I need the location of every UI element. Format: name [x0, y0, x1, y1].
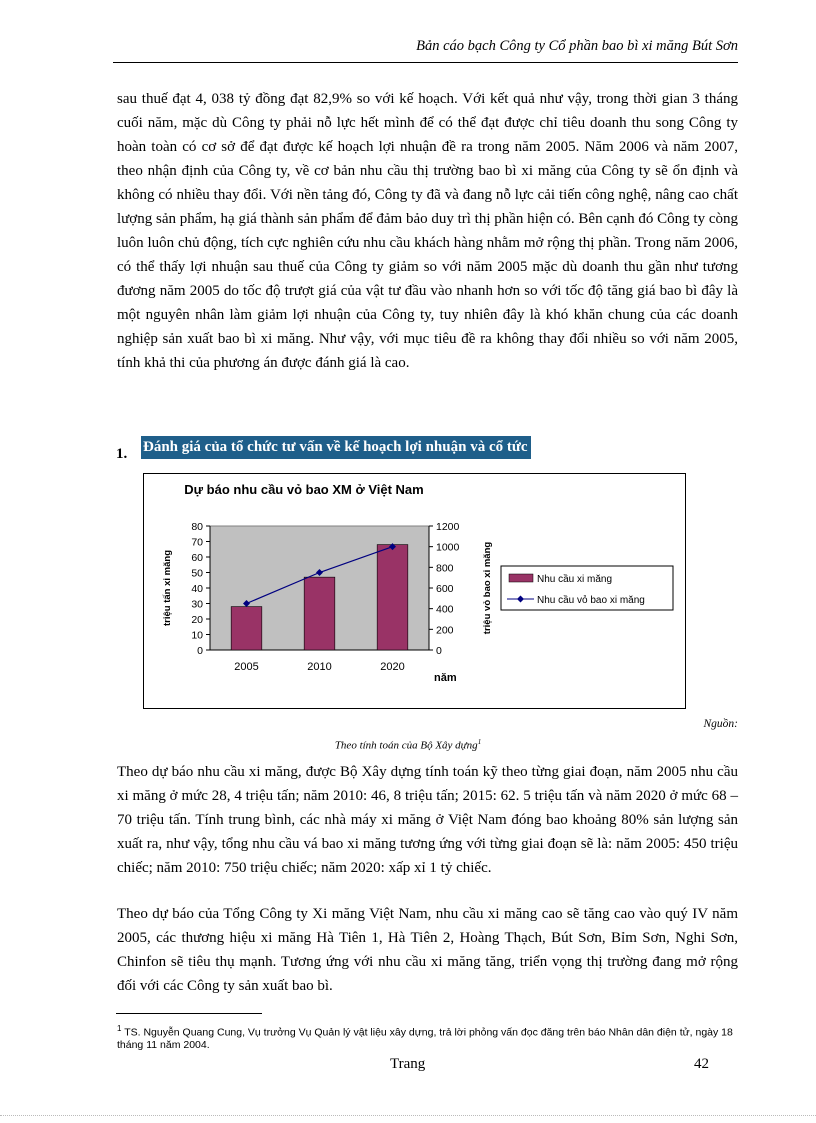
x-tick-label: 2010	[307, 661, 332, 673]
page-header-line	[113, 62, 738, 63]
x-tick-label: 2020	[380, 661, 405, 673]
section-number: 1.	[116, 446, 128, 462]
paragraph-profit-plan: sau thuế đạt 4, 038 tỷ đồng đạt 82,9% so với kế hoạch. Với kết quả như vậy, trong thời gian 3 tháng cuối năm, mặc dù Công ty phải nỗ lực hết mình để có thể đạt được chỉ tiêu doanh thu song Công ty hoàn toàn có cơ sở để đạt được kế hoạch lợi nhuận đề ra trong năm 2005. Năm 2006 và năm 2007, theo nhận định của Công ty, về cơ bản nhu cầu thị trường bao bì xi măng của Công ty sẽ ổn định và không có nhiều thay đổi. Với nền tảng đó, Công ty đã và đang nỗ lực cải tiến công nghệ, nâng cao chất lượng sản phẩm, hạ giá thành sản phẩm để đảm bảo duy trì thị phần hiện có. Bên cạnh đó Công ty còng luôn luôn chủ động, tích cực nghiên cứu nhu cầu khách hàng nhằm mở rộng thị phần. Trong năm 2006, có thể thấy lợi nhuận sau thuế của Công ty giảm so với năm 2005 mặc dù doanh thu gần như tương đương năm 2005 do tốc độ trượt giá của vật tư đầu vào nhanh hơn so với tốc độ tăng giá bao bì đây là một nguyên nhân làm giảm lợi nhuận của Công ty, tuy nhiên đây là khó khăn chung của các doanh nghiệp sản xuất bao bì xi măng. Như vậy, với mục tiêu đề ra không thay đổi nhiều so với năm 2005, tính khả thi của phương án được đánh giá là cao.	[117, 91, 738, 371]
page-header-title: Bản cáo bạch Công ty Cổ phần bao bì xi măng Bút Sơn	[416, 38, 738, 54]
x-tick-label: 2005	[234, 661, 259, 673]
y-tick-label-left: 20	[191, 614, 203, 626]
paragraph-cement-demand: Theo dự báo nhu cầu xi măng, được Bộ Xây dựng tính toán kỹ theo từng giai đoạn, năm 2005 nhu cầu xi măng ở mức 28, 4 triệu tấn; năm 2010: 46, 8 triệu tấn; 2015: 62. 5 triệu tấn và năm 2020 ở mức 68 – 70 triệu tấn. Tính trung bình, các nhà máy xi măng ở Việt Nam đóng bao khoảng 80% sản lượng sản xuất ra, như vậy, tổng nhu cầu vá bao xi măng tương ứng với từng giai đoạn sẽ là: năm 2005: 450 triệu chiếc; năm 2010: 750 triệu chiếc; năm 2020: xấp xỉ 1 tỷ chiếc.	[117, 764, 738, 876]
legend-bar-label: Nhu cầu xi măng	[537, 574, 613, 585]
footnote-separator	[116, 1013, 262, 1014]
y-tick-label-left: 0	[197, 645, 203, 657]
y-tick-label-right: 400	[436, 603, 454, 616]
y-tick-label-left: 50	[191, 567, 203, 580]
legend-bar-swatch	[509, 574, 533, 582]
chart-title: Dự báo nhu cầu vỏ bao XM ở Việt Nam	[184, 482, 424, 497]
source-text	[0, 738, 816, 752]
chart-legend	[501, 566, 673, 610]
y-tick-label-right: 1200	[436, 521, 460, 533]
y-axis-label-left: triệu tấn xi măng	[162, 549, 173, 627]
demand-forecast-chart	[143, 473, 686, 709]
legend-line-label: Nhu cầu vỏ bao xi măng	[537, 595, 645, 606]
y-tick-label-left: 40	[191, 583, 203, 595]
y-tick-label-left: 60	[191, 552, 203, 564]
y-tick-label-right: 0	[436, 645, 442, 657]
page-bottom-border	[0, 1115, 816, 1116]
paragraph-vncc-forecast: Theo dự báo của Tổng Công ty Xi măng Việt Nam, nhu cầu xi măng cao sẽ tăng cao vào quý IV năm 2005, các thương hiệu xi măng Hà Tiên 1, Hà Tiên 2, Hoàng Thạch, Bút Sơn, Bỉm Sơn, Nghi Sơn, Chinfon sẽ tiêu thụ mạnh. Tương ứng với nhu cầu xi măng tăng, triển vọng thị trường đang mở rộng đối với các Công ty sản xuất bao bì.	[117, 906, 738, 994]
source-text-body: Theo tính toán của Bộ Xây dựng	[334, 739, 478, 752]
y-tick-label-left: 80	[191, 521, 203, 533]
bar-2005	[231, 607, 262, 650]
source-footnote-mark[interactable]: 1	[477, 738, 482, 746]
y-tick-label-left: 70	[191, 536, 203, 549]
footnote-mark: 1	[117, 1024, 122, 1033]
bar-2010	[304, 577, 335, 650]
footer-page-label: Trang	[390, 1056, 426, 1072]
footnote	[117, 1023, 737, 1051]
y-axis-label-right: triệu vỏ bao xi măng	[482, 541, 493, 635]
footnote-text: TS. Nguyễn Quang Cung, Vụ trưởng Vụ Quản lý vật liệu xây dựng, trả lời phỏng vấn đọc đăng trên báo Nhân dân điện tử, ngày 18 tháng 11 năm 2004.	[117, 1026, 733, 1051]
section-title: Đánh giá của tổ chức tư vấn về kế hoạch lợi nhuận và cổ tức	[141, 436, 531, 459]
y-tick-label-right: 800	[436, 562, 454, 575]
y-tick-label-right: 1000	[436, 541, 460, 554]
y-tick-label-left: 30	[191, 598, 203, 611]
bar-2020	[377, 545, 408, 650]
y-tick-label-right: 600	[436, 583, 454, 595]
x-axis-label: năm	[434, 672, 457, 684]
y-tick-label-right: 200	[436, 624, 454, 637]
source-label: Nguồn:	[703, 718, 738, 730]
footer-page-number: 42	[694, 1056, 709, 1072]
chart-svg	[144, 474, 685, 708]
y-tick-label-left: 10	[191, 629, 203, 642]
